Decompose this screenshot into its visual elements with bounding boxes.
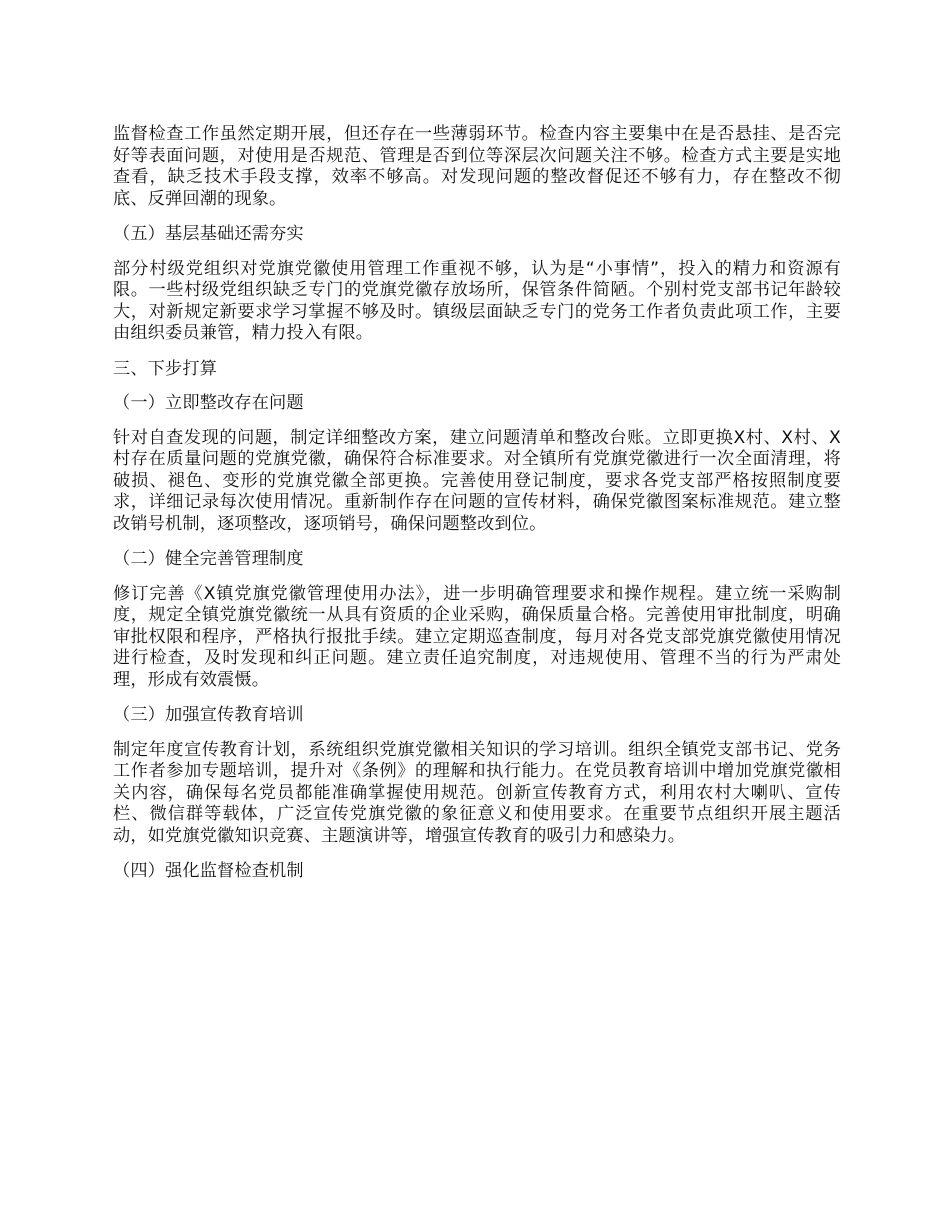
paragraph-immediate-rectification: 针对自查发现的问题，制定详细整改方案，建立问题清单和整改台账。立即更换X村、X村、X村存在质量问题的党旗党徽，确保符合标准要求。对全镇所有党旗党徽进行一次全面清理，将破损、褪色、变形的党旗党徽全部更换。完善使用登记制度，要求各党支部严格按照制度要求，详细记录每次使用情况。重新制作存在问题的宣传材料，确保党徽图案标准规范。建立整改销号机制，逐项整改，逐项销号，确保问题整改到位。 [113, 427, 841, 534]
heading-immediate-rectification: （一）立即整改存在问题 [113, 393, 304, 413]
heading-supervision-mechanism: （四）强化监督检查机制 [113, 861, 304, 881]
paragraph-grassroots-foundation: 部分村级党组织对党旗党徽使用管理工作重视不够，认为是“小事情”，投入的精力和资源有限。一些村级党组织缺乏专门的党旗党徽存放场所，保管条件简陋。个别村党支部书记年龄较大，对新规定新要求学习掌握不够及时。镇级层面缺乏专门的党务工作者负责此项工作，主要由组织委员兼管，精力投入有限。 [113, 258, 841, 343]
heading-management-system: （二）健全完善管理制度 [113, 549, 304, 569]
paragraph-supervision-weakness: 监督检查工作虽然定期开展，但还存在一些薄弱环节。检查内容主要集中在是否悬挂、是否完好等表面问题，对使用是否规范、管理是否到位等深层次问题关注不够。检查方式主要是实地查看，缺乏技术手段支撑，效率不够高。对发现问题的整改督促还不够有力，存在整改不彻底、反弹回潮的现象。 [113, 124, 841, 209]
document-page [113, 124, 841, 896]
heading-grassroots-foundation: （五）基层基础还需夯实 [113, 224, 304, 244]
heading-education-training: （三）加强宣传教育培训 [113, 705, 304, 725]
paragraph-education-training: 制定年度宣传教育计划，系统组织党旗党徽相关知识的学习培训。组织全镇党支部书记、党务工作者参加专题培训，提升对《条例》的理解和执行能力。在党员教育培训中增加党旗党徽相关内容，确保每名党员都能准确掌握使用规范。创新宣传教育方式，利用农村大喇叭、宣传栏、微信群等载体，广泛宣传党旗党徽的象征意义和使用要求。在重要节点组织开展主题活动，如党旗党徽知识竞赛、主题演讲等，增强宣传教育的吸引力和感染力。 [113, 739, 841, 846]
paragraph-management-system: 修订完善《X镇党旗党徽管理使用办法》，进一步明确管理要求和操作规程。建立统一采购制度，规定全镇党旗党徽统一从具有资质的企业采购，确保质量合格。完善使用审批制度，明确审批权限和程序，严格执行报批手续。建立定期巡查制度，每月对各党支部党旗党徽使用情况进行检查，及时发现和纠正问题。建立责任追究制度，对违规使用、管理不当的行为严肃处理，形成有效震慑。 [113, 583, 841, 690]
heading-next-steps: 三、下步打算 [113, 358, 218, 379]
